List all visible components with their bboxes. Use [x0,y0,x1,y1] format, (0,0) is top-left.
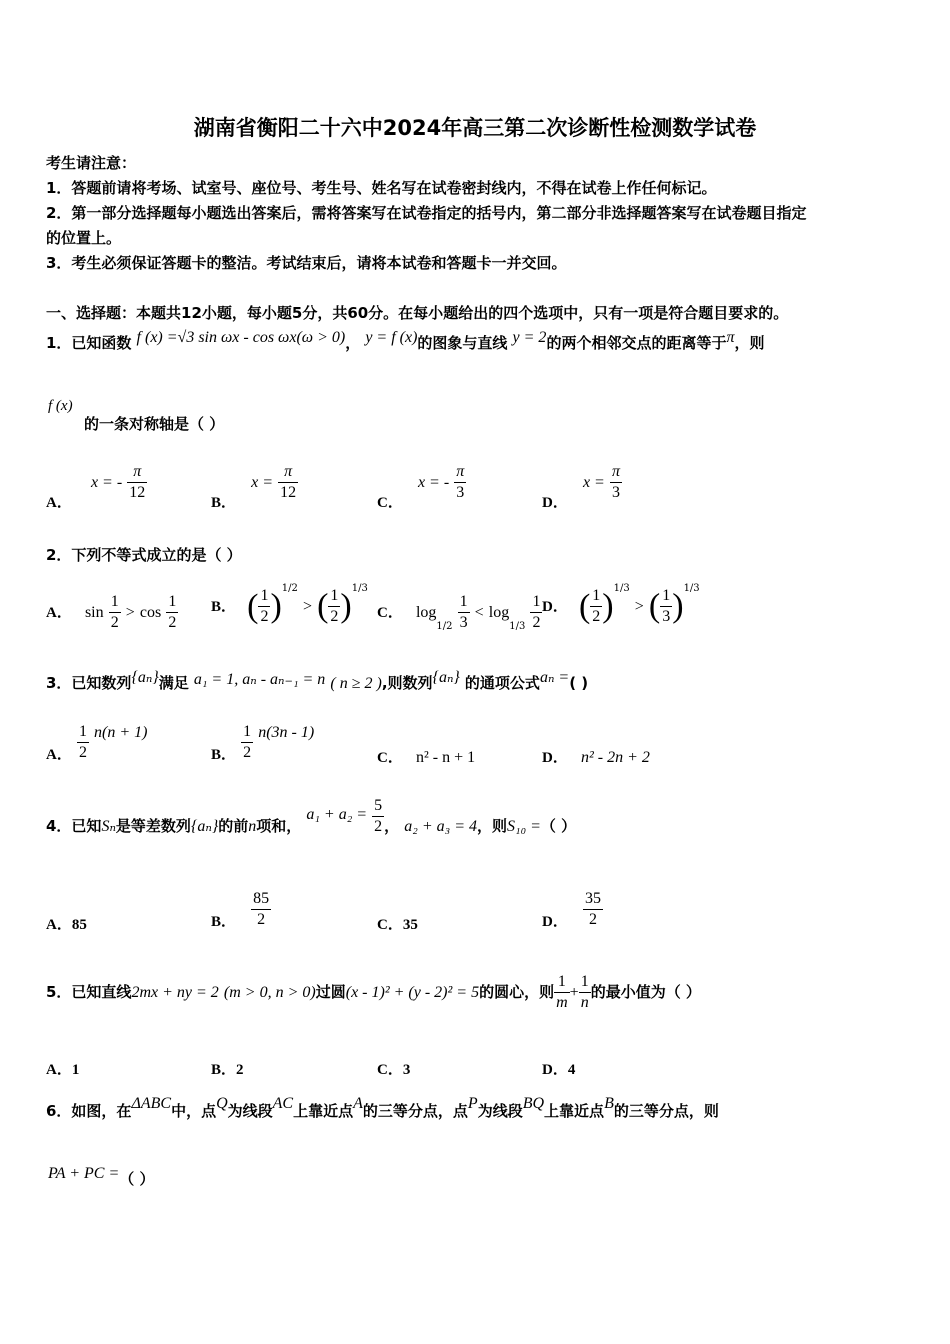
q2-a-frac2 [166,592,178,633]
q4-text-5: ，则 [476,817,507,835]
q1-option-b-lhs: x = [251,474,274,491]
q1-option-d-lhs: x = [582,474,605,491]
q3-option-a-frac [77,722,89,763]
q1-option-d-label: D． [542,495,568,511]
q5-frac-n [579,972,591,1013]
q1-option-a-num: π [127,462,147,483]
q6-text-4: 的三等分点，点 [362,1102,468,1120]
q2-a-gt: > [125,604,135,621]
q2-c-base1: 1/2 [436,621,453,633]
q5-option-c-value: 3 [402,1062,411,1078]
q2-d-exp2: 1/3 [683,582,700,594]
q4-option-d[interactable] [542,889,603,930]
q3-option-b-frac [241,722,253,763]
q6-text-3: 上靠近点 [293,1102,354,1120]
q1-option-a-den: 12 [129,484,146,501]
q4-option-b[interactable] [211,889,271,930]
q1-option-d-den: 3 [611,484,620,501]
q5-option-a[interactable] [46,1058,79,1079]
q3-option-a-den: 2 [78,744,87,761]
q5-plus: + [569,984,579,1001]
q5-option-d[interactable] [542,1058,575,1079]
q6-segment-ac: AC [272,1095,294,1112]
q4-option-b-den: 2 [257,911,266,928]
q1-option-a-lhs: x = - [90,474,123,491]
q6-point-q: Q [216,1095,228,1112]
q6-text-7: 的三等分点，则 [613,1102,719,1120]
q2-d-frac1 [590,586,602,627]
section-heading: 一、选择题：本题共12小题，每小题5分，共60分。在每小题给出的四个选项中，只有一项是符合题目要求的。 [46,304,789,322]
q1-option-d[interactable] [542,462,622,511]
q2-d-frac1-num: 1 [590,586,602,607]
q2-c-lt: < [474,604,484,621]
q2-c-log1: log [415,604,437,621]
q4-text-3: 项和， [256,817,302,835]
q2-b-frac1-den: 2 [260,608,269,625]
q1-option-c-num: π [454,462,466,483]
q5-frac-m-den: m [556,994,568,1011]
q2-b-frac1 [258,586,270,627]
q2-b-exp1: 1/2 [281,582,298,594]
q1-option-b-label: B． [211,495,237,511]
q1-option-d-num: π [610,462,622,483]
q1-option-c-lhs: x = - [417,474,450,491]
q4-sum1: a₁ + a₂ = [306,806,368,823]
q2-option-d-label: D． [542,599,568,615]
q2-b-frac2-num: 1 [328,586,340,607]
q2-stem: 2．下列不等式成立的是（ ） [46,546,242,564]
q4-n: n [248,818,257,835]
q2-a-frac2-num: 1 [166,592,178,613]
q5-line: 2mx + ny = 2 [131,984,219,1001]
q4-text-2: 的前 [218,817,249,835]
q1-text-3: ，则 [734,334,765,352]
notice-item-1: 1．答题前请将考场、试室号、座位号、考生号、姓名写在试卷密封线内，不得在试卷上作任何标记。 [46,179,717,197]
q2-d-frac2 [660,586,672,627]
q2-option-a-label: A． [46,605,72,621]
q1-y2: y = 2 [512,329,547,346]
q4-option-d-num: 35 [583,889,603,910]
q1-option-c-label: C． [377,495,403,511]
q2-b-exp2: 1/3 [351,582,368,594]
q4-option-b-label: B． [211,914,237,930]
q6-point-p: P [467,1095,478,1112]
q5-option-b-value: 2 [236,1062,244,1078]
q6-text-6: 上靠近点 [544,1102,605,1120]
q3-option-a-num: 1 [77,722,89,743]
q5-circle: (x - 1)² + (y - 2)² = 5 [345,984,480,1001]
q3-an: aₙ = [539,669,570,686]
q4-text-6: （ ） [540,817,577,835]
q4-text-1: 是等差数列 [115,817,191,835]
question-4 [46,797,577,847]
q2-c-frac2-den: 2 [532,614,541,631]
q1-option-a-label: A． [46,495,72,511]
q1-option-b[interactable] [211,462,298,511]
question-6 [46,1095,719,1121]
q1-option-c-den: 3 [456,484,465,501]
q2-option-c[interactable] [377,592,542,633]
question-5 [46,972,701,1013]
q3-condition-2: ( n ≥ 2 ) [330,675,382,692]
q3-option-b-num: 1 [241,722,253,743]
q2-b-frac1-num: 1 [258,586,270,607]
q1-option-c-frac [454,462,466,503]
q1-text-4: 的一条对称轴是（ ） [84,415,225,433]
q3-option-a[interactable] [46,722,147,763]
q2-d-frac2-num: 1 [660,586,672,607]
q2-option-c-label: C． [377,605,403,621]
q4-option-d-label: D． [542,914,568,930]
q4-option-c-value: 35 [402,917,418,933]
q6-answer-line [48,1165,155,1189]
q1-num: 1．已知函数 [46,334,132,352]
q2-c-base2: 1/3 [509,621,526,633]
q6-text-1: 中，点 [171,1102,217,1120]
q4-sum1-den: 2 [374,818,383,835]
q3-option-b-label: B． [211,747,237,763]
q2-b-frac2-den: 2 [330,608,339,625]
q3-option-c[interactable] [377,746,475,767]
notice-item-2a: 2．第一部分选择题每小题选出答案后，需将答案写在试卷指定的括号内，第二部分非选择题答案写在试卷题目指定 [46,204,807,222]
q3-option-c-label: C． [377,750,403,766]
q3-option-c-expr: n² - n + 1 [415,749,476,766]
q2-b-frac2 [328,586,340,627]
q1-option-d-frac [610,462,622,503]
q5-option-a-label: A． [46,1062,72,1078]
q5-option-c[interactable] [377,1058,410,1079]
q1-option-a-frac [127,462,147,503]
q2-option-d[interactable]: D． ( $\frac{1}{2}$ )$^{1/3}$ > ( $\frac{1}{3}$ )$^{1/3}$ [542,582,700,625]
q2-b-gt: > [302,598,312,615]
q1-option-a[interactable] [46,462,147,511]
q3-text-3: 的通项公式 [464,674,540,692]
question-1 [46,329,765,353]
q4-sum2: a₂ + a₃ = 4 [404,818,477,835]
q1-comma: ， [345,334,361,352]
q2-option-b[interactable]: B． ( $\frac{1}{2}$ )$^{1/2}$ > ( $\frac{1}{2}$ )$^{1/3}$ [211,582,368,625]
q5-num: 5．已知直线 [46,983,132,1001]
q4-option-c-label: C． [377,917,403,933]
q5-option-a-value: 1 [71,1062,80,1078]
q6-point-b: B [604,1095,614,1112]
q2-option-a[interactable] [46,592,178,633]
q5-frac-n-num: 1 [579,972,591,993]
q3-option-d[interactable] [542,746,650,767]
q5-option-b[interactable] [211,1058,244,1079]
notice-item-3: 3．考生必须保证答题卡的整洁。考试结束后，请将本试卷和答题卡一并交回。 [46,254,567,272]
q3-text-1: 满足 [158,674,189,692]
q4-option-a[interactable] [46,913,87,934]
q5-frac-m [554,972,570,1013]
q6-text-8: （ ） [119,1170,155,1188]
q4-num: 4．已知 [46,817,102,835]
q3-text-2: ,则数列 [381,674,433,692]
q5-text-2: 的圆心，则 [479,983,555,1001]
q6-num: 6．如图，在 [46,1102,132,1120]
q2-a-frac1-num: 1 [109,592,121,613]
q5-option-d-value: 4 [567,1062,576,1078]
q2-c-frac1 [458,592,470,633]
q6-expression: PA + PC = [48,1165,120,1182]
q2-a-frac2-den: 2 [168,614,177,631]
q3-text-4: ( ) [569,674,589,692]
q1-text-2: 的两个相邻交点的距离等于 [546,334,727,352]
q4-option-d-frac [583,889,603,930]
q4-seq: {aₙ} [190,818,219,835]
q1-option-b-den: 12 [280,484,297,501]
q2-c-frac1-den: 3 [459,614,468,631]
q4-option-c[interactable] [377,913,418,934]
notice-item-2b: 的位置上。 [46,229,122,247]
q1-pi: π [726,329,735,346]
q6-text-2: 为线段 [227,1102,273,1120]
q5-option-b-label: B． [211,1062,237,1078]
q4-option-b-frac [251,889,271,930]
q1-function: f (x) =√3 sin ωx - cos ωx(ω > 0) [136,329,346,346]
q3-option-a-label: A． [46,747,72,763]
q5-option-d-label: D． [542,1062,568,1078]
q3-num: 3．已知数列 [46,674,132,692]
q1-option-b-num: π [278,462,298,483]
q2-d-frac1-den: 2 [592,608,601,625]
q6-segment-bq: BQ [522,1095,545,1112]
q3-option-b-den: 2 [243,744,252,761]
q5-condition: (m > 0, n > 0) [223,984,316,1001]
q3-seq: {aₙ} [131,669,159,686]
q2-c-frac1-num: 1 [458,592,470,613]
q4-option-d-den: 2 [588,911,597,928]
q5-text-3: 的最小值为（ ） [590,983,701,1001]
q6-triangle: ΔABC [131,1095,172,1112]
q4-option-a-value: 85 [71,917,87,933]
q3-option-b[interactable] [211,722,314,763]
q3-option-a-expr: n(n + 1) [94,724,148,741]
q3-seq-2: {aₙ} [432,669,460,686]
q2-d-exp1: 1/3 [613,582,630,594]
q1-option-c[interactable] [377,462,466,511]
q6-point-a: A [353,1095,363,1112]
q3-condition: a₁ = 1, aₙ - aₙ₋₁ = n [193,671,326,688]
q2-d-gt: > [634,598,644,615]
q2-option-b-label: B． [211,599,237,615]
q4-option-a-label: A． [46,917,72,933]
q5-frac-m-num: 1 [554,972,570,993]
q4-option-b-num: 85 [251,889,271,910]
q1-text-1: 的图象与直线 [417,334,508,352]
q2-c-frac2 [530,592,542,633]
q1-yfx: y = f (x) [365,329,418,346]
page-title: 湖南省衡阳二十六中2024年高三第二次诊断性检测数学试卷 [193,116,757,140]
q4-sn: Sₙ [101,818,116,835]
q4-text-4: ， [384,817,400,835]
q2-d-frac2-den: 3 [662,608,671,625]
q3-option-b-expr: n(3n - 1) [258,724,315,741]
q5-frac-n-den: n [580,994,589,1011]
q2-c-frac2-num: 1 [530,592,542,613]
q1-option-b-frac [278,462,298,503]
q2-c-log2: log [488,604,510,621]
q2-a-frac1 [109,592,121,633]
notice-heading: 考生请注意： [46,154,137,172]
q1-fx: f (x) [48,398,73,414]
q2-a-frac1-den: 2 [110,614,119,631]
q2-a-sin: sin [84,604,104,621]
q3-option-d-label: D． [542,750,568,766]
q4-sum1-num: 5 [372,796,384,817]
q4-s10: S₁₀ = [507,818,541,835]
q3-option-d-expr: n² - 2n + 2 [580,749,650,766]
q5-text-1: 过圆 [315,983,346,1001]
q2-a-cos: cos [139,604,162,621]
q5-option-c-label: C． [377,1062,403,1078]
q6-text-5: 为线段 [477,1102,523,1120]
question-3 [46,669,589,693]
q4-sum1-frac [372,796,384,837]
